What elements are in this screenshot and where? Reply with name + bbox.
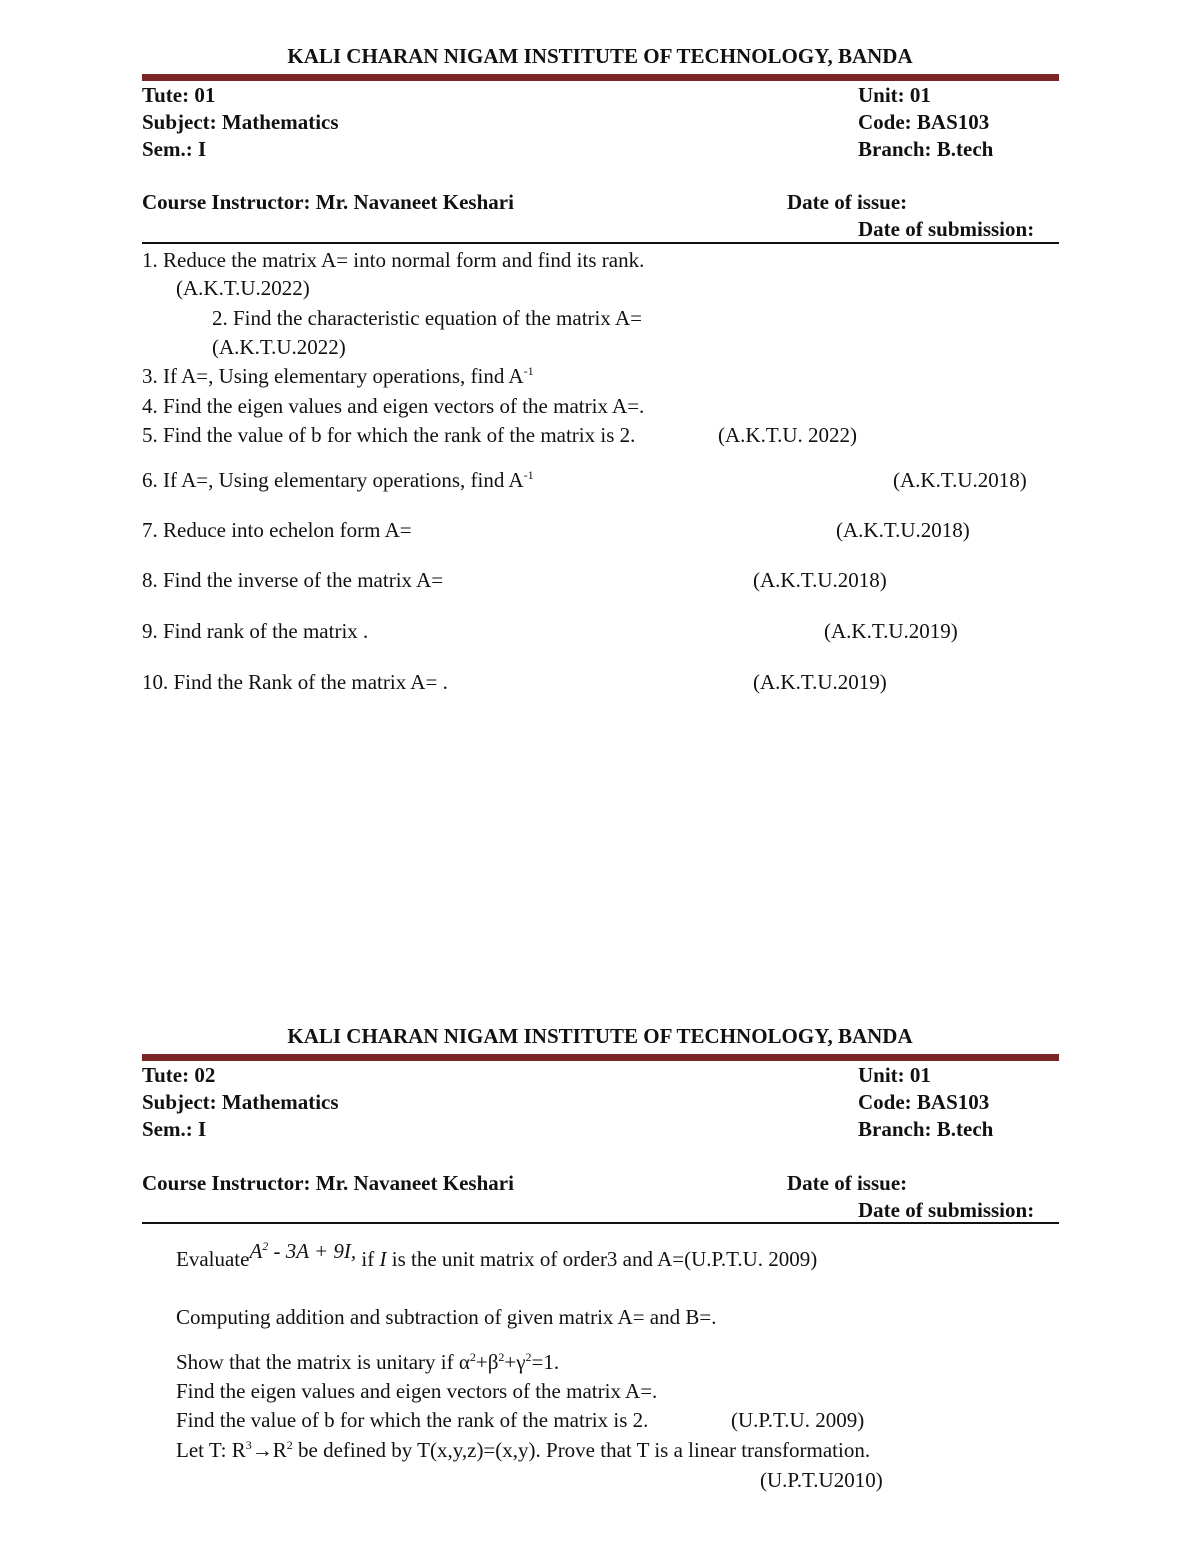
question-5: 5. Find the value of b for which the rank of the matrix is 2. <box>142 423 636 447</box>
header-rule-1 <box>142 74 1059 81</box>
question-8: 8. Find the inverse of the matrix A= <box>142 568 444 592</box>
question-5-ref: (A.K.T.U. 2022) <box>718 423 858 447</box>
branch-2: Branch: B.tech <box>858 1117 994 1141</box>
t2-question-1: EvaluateA$^2$ - 3A + 9I, if I is the unit matrix of order3 and A=(U.P.T.U. 2009) <box>176 1239 818 1271</box>
date-of-submission-2: Date of submission: <box>858 1198 1035 1222</box>
code-1: Code: BAS103 <box>858 110 990 134</box>
unit-2: Unit: 01 <box>858 1063 931 1087</box>
t2-question-3: Show that the matrix is unitary if $\alpha^2+\beta^2+\gamma^2=1$. <box>176 1350 560 1374</box>
question-7: 7. Reduce into echelon form A= <box>142 518 412 542</box>
tute-number-2: Tute: 02 <box>142 1063 216 1087</box>
t2-question-5-ref: (U.P.T.U. 2009) <box>731 1408 865 1432</box>
semester-1: Sem.: I <box>142 137 207 161</box>
unit-1: Unit: 01 <box>858 83 931 107</box>
question-9: 9. Find rank of the matrix . <box>142 619 369 643</box>
date-of-issue-2: Date of issue: <box>787 1171 908 1195</box>
question-1: 1. Reduce the matrix A= into normal form and find its rank. <box>142 248 645 272</box>
question-3: 3. If A=, Using elementary operations, find $A^{-1}$ <box>142 364 534 388</box>
divider-1 <box>142 242 1059 244</box>
question-2-ref: (A.K.T.U.2022) <box>212 335 346 359</box>
instructor-1: Course Instructor: Mr. Navaneet Keshari <box>142 190 514 214</box>
question-9-ref: (A.K.T.U.2019) <box>824 619 958 643</box>
institute-title-1: KALI CHARAN NIGAM INSTITUTE OF TECHNOLOGY, BANDA <box>287 44 913 68</box>
t2-question-6-ref: (U.P.T.U2010) <box>760 1468 883 1492</box>
question-10: 10. Find the Rank of the matrix A= . <box>142 670 448 694</box>
t2-question-4: Find the eigen values and eigen vectors of the matrix A=. <box>176 1379 658 1403</box>
date-of-submission-1: Date of submission: <box>858 217 1035 241</box>
question-10-ref: (A.K.T.U.2019) <box>753 670 887 694</box>
header-rule-2 <box>142 1054 1059 1061</box>
question-2: 2. Find the characteristic equation of the matrix A= <box>212 306 642 330</box>
date-of-issue-1: Date of issue: <box>787 190 908 214</box>
semester-2: Sem.: I <box>142 1117 207 1141</box>
question-6-ref: (A.K.T.U.2018) <box>893 468 1027 492</box>
t2-question-2: Computing addition and subtraction of given matrix A= and B=. <box>176 1305 717 1329</box>
institute-title-2: KALI CHARAN NIGAM INSTITUTE OF TECHNOLOGY, BANDA <box>287 1024 913 1048</box>
question-4: 4. Find the eigen values and eigen vectors of the matrix A=. <box>142 394 645 418</box>
question-1-ref: (A.K.T.U.2022) <box>176 276 310 300</box>
subject-1: Subject: Mathematics <box>142 110 339 134</box>
subject-2: Subject: Mathematics <box>142 1090 339 1114</box>
t2-question-5: Find the value of b for which the rank of the matrix is 2. <box>176 1408 649 1432</box>
t2-question-6: Let T: $R^3\to R^2$ be defined by T(x,y,z)=(x,y). Prove that T is a linear transformation. <box>176 1438 871 1462</box>
branch-1: Branch: B.tech <box>858 137 994 161</box>
question-7-ref: (A.K.T.U.2018) <box>836 518 970 542</box>
divider-2 <box>142 1222 1059 1224</box>
tute-number-1: Tute: 01 <box>142 83 216 107</box>
code-2: Code: BAS103 <box>858 1090 990 1114</box>
question-6: 6. If A=, Using elementary operations, find $A^{-1}$ <box>142 468 534 492</box>
instructor-2: Course Instructor: Mr. Navaneet Keshari <box>142 1171 514 1195</box>
question-8-ref: (A.K.T.U.2018) <box>753 568 887 592</box>
t2-q1-expression: $A^2 - 3A + 9I$, <box>249 1239 357 1263</box>
